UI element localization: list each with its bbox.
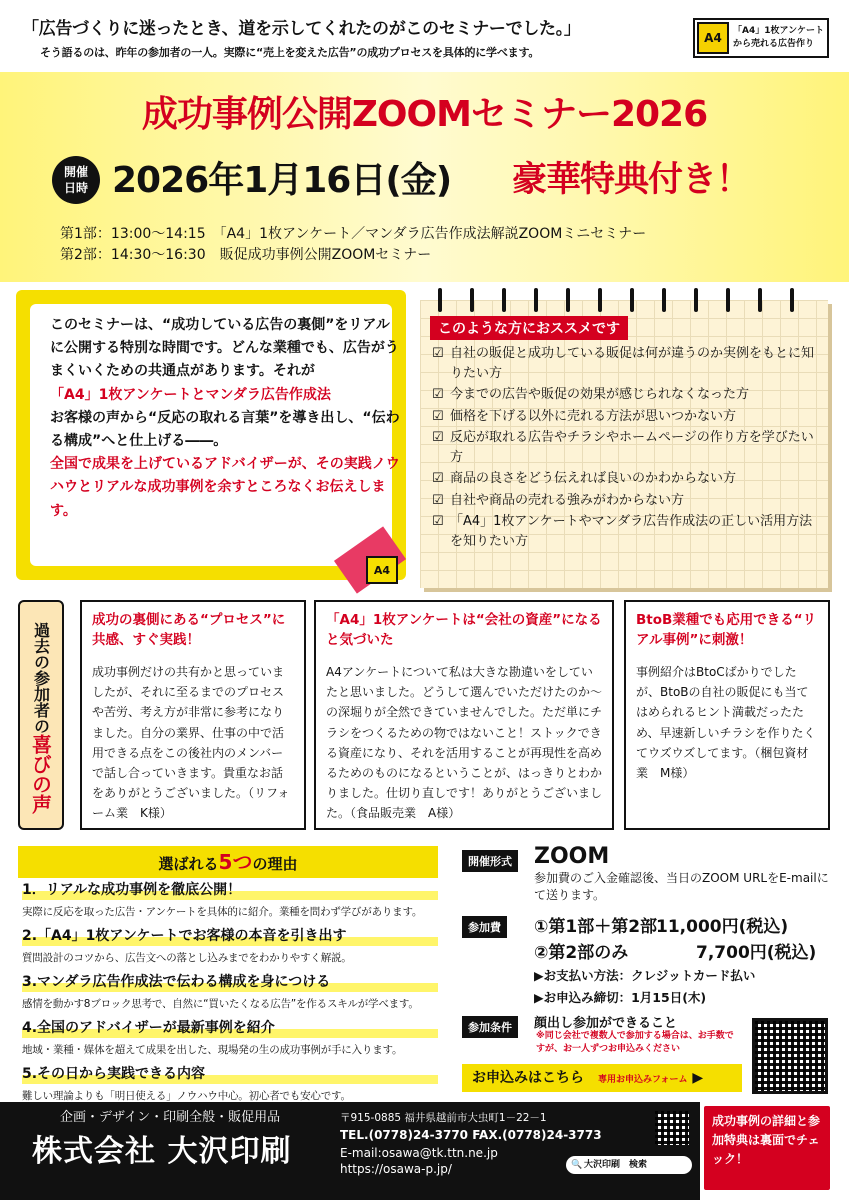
schedule bbox=[60, 224, 646, 266]
voice-heading: 成功の裏側にある“プロセス”に共感、すぐ実践！ bbox=[92, 612, 286, 648]
apply-sub: 専用お申込みフォーム bbox=[598, 1075, 688, 1085]
search-button[interactable]: 検索 bbox=[629, 1160, 648, 1170]
fee1-price: 11,000円(税込) bbox=[656, 917, 789, 937]
recommend-item: ☑ 反応が取れる広告やチラシやホームページの作り方を学びたい方 bbox=[432, 428, 824, 467]
recommend-item: ☑ 自社の販促と成功している販促は何が違うのか実例をもとに知りたい方 bbox=[432, 344, 824, 383]
apply-label: お申込みはこちら bbox=[472, 1070, 584, 1086]
voice-heading: 「A4」1枚アンケートは“会社の資産”になると気づいた bbox=[326, 612, 602, 648]
format-value: ZOOM bbox=[534, 844, 610, 869]
company-url[interactable]: https://osawa-p.jp/ bbox=[340, 1162, 452, 1176]
header-quote: 「広告づくりに迷ったとき、道を示してくれたのがこのセミナーでした。」 bbox=[22, 19, 581, 39]
apply-button[interactable]: お申込みはこちら 専用お申込みフォーム ▶ bbox=[462, 1064, 742, 1092]
voices-tag-big: 喜びの声 bbox=[28, 734, 53, 814]
description-text bbox=[50, 314, 400, 523]
ring-icon bbox=[726, 288, 730, 312]
condition-note: ※同じ会社で複数人で参加する場合は、お手数ですが、お一人ずつお申込みください bbox=[536, 1031, 734, 1054]
ring-icon bbox=[758, 288, 762, 312]
reasons-heading: 選ばれる5つの理由 bbox=[18, 846, 438, 878]
footer-tagline: 企画・デザイン・印刷全般・販促用品 bbox=[60, 1110, 281, 1125]
recommend-item: ☑ 「A4」1枚アンケートやマンダラ広告作成法の正しい活用方法を知りたい方 bbox=[432, 512, 824, 551]
header-intro: そう語るのは、昨年の参加者の一人。実際に“売上を変えた広告”の成功プロセスを具体的に学べます。 bbox=[40, 46, 540, 59]
ring-icon bbox=[598, 288, 602, 312]
voices-tag bbox=[18, 600, 64, 830]
search-icon: 🔍 bbox=[571, 1160, 583, 1170]
company-name: 株式会社 大沢印刷 bbox=[32, 1134, 292, 1169]
ring-icon bbox=[502, 288, 506, 312]
ring-icon bbox=[566, 288, 570, 312]
voice-body: 事例紹介はBtoCばかりでしたが、BtoBの自社の販促にも当てはめられるヒント満載だったため、早速新しいチラシを作りたくてウズウズしてます。（梱包資材業 M様） bbox=[636, 665, 816, 781]
recommend-list bbox=[432, 344, 824, 553]
recommend-item: ☑ 価格を下げる以外に売れる方法が思いつかない方 bbox=[432, 407, 824, 427]
ring-icon bbox=[662, 288, 666, 312]
search-text: 大沢印刷 bbox=[584, 1160, 621, 1170]
voice-card bbox=[80, 600, 306, 830]
session-2: 第2部：14:30～16:30 販促成功事例公開ZOOMセミナー bbox=[60, 247, 432, 263]
brand-logo bbox=[693, 18, 829, 58]
fee2-price: 7,700円(税込) bbox=[696, 943, 817, 963]
condition: 顔出し参加ができること bbox=[534, 1016, 678, 1031]
reason-title: 4.全国のアドバイザーが最新事例を紹介 bbox=[22, 1018, 438, 1038]
logo-line2: から売れる広告作り bbox=[733, 39, 815, 49]
voice-body: 成功事例だけの共有かと思っていましたが、それに至るまでのプロセスや苦労、考え方が非常に参考になりました。自分の業界、仕事の中で活用できる点をこの後社内のメンバーで話し合っていきます。貴重なお話をありがとうございました。（リフォーム業 K様） bbox=[92, 665, 290, 821]
reason-title: 3.マンダラ広告作成法で伝わる構成を身につける bbox=[22, 972, 438, 992]
reason-title: 2.「A4」1枚アンケートでお客様の本音を引き出す bbox=[22, 926, 438, 946]
format-tag: 開催形式 bbox=[462, 850, 518, 872]
reason-desc: 質問設計のコツから、広告文への落とし込みまでをわかりやすく解説。 bbox=[22, 952, 352, 964]
reason-title: 5.その日から実践できる内容 bbox=[22, 1064, 438, 1084]
bonus-label: 豪華特典付き！ bbox=[512, 160, 751, 200]
voice-body: A4アンケートについて私は大きな勘違いをしていたと思いました。どうして選んでいただけたのか～の深堀りが全然できていませんでした。ただ単にチラシをつくるための物ではないこと！ストックできる資産になり、それを活用することが再現性を高めるためのものになるということが、はっきりとわかりました。仕切り直しです！ありがとうございました。（食品販売業 A様） bbox=[326, 665, 603, 821]
company-email[interactable]: E-mail:osawa@tk.ttn.ne.jp bbox=[340, 1146, 498, 1160]
recommend-item: ☑ 今までの広告や販促の効果が感じられなくなった方 bbox=[432, 385, 824, 405]
a4-small-icon: A4 bbox=[366, 556, 398, 584]
company-address: 〒915-0885 福井県越前市大虫町1－22－1 bbox=[340, 1112, 547, 1124]
fee-tag: 参加費 bbox=[462, 916, 507, 938]
ring-icon bbox=[438, 288, 442, 312]
a4-logo-icon: A4 bbox=[697, 22, 729, 54]
qr-code-icon[interactable] bbox=[752, 1018, 828, 1094]
format-desc: 参加費のご入金確認後、当日のZOOM URLをE-mailにて送ります。 bbox=[534, 871, 829, 902]
recommend-item: ☑ 商品の良さをどう伝えれば良いのかわからない方 bbox=[432, 469, 824, 489]
event-title: 成功事例公開ZOOMセミナー2026 bbox=[141, 94, 708, 135]
reason-title: 1．リアルな成功事例を徹底公開！ bbox=[22, 880, 438, 900]
reason-desc: 難しい理論よりも「明日使える」ノウハウ中心。初心者でも安心です。 bbox=[22, 1090, 351, 1102]
session-1: 第1部：13:00～14:15 「A4」1枚アンケート／マンダラ広告作成法解説ZOOMミニセミナー bbox=[60, 226, 647, 242]
search-box[interactable] bbox=[566, 1156, 692, 1174]
reason-desc: 実際に反応を取った広告・アンケートを具体的に紹介。業種を問わず学びがあります。 bbox=[22, 906, 423, 918]
ring-icon bbox=[790, 288, 794, 312]
deadline: ▶お申込み締切：1月15日(木) bbox=[534, 990, 707, 1005]
ring-icon bbox=[534, 288, 538, 312]
desc-p2: お客様の声から“反応の取れる言葉”を導き出し、“伝わる構成”へと仕上げる――。 bbox=[50, 409, 400, 450]
voices-tag-top: 過去の参加者の bbox=[31, 622, 51, 734]
reason-desc: 感情を動かす8ブロック思考で、自然に“買いたくなる広告”を作るスキルが学べます。 bbox=[22, 998, 419, 1010]
ring-icon bbox=[470, 288, 474, 312]
reasons-list bbox=[22, 880, 438, 1110]
voice-card bbox=[314, 600, 614, 830]
voice-card bbox=[624, 600, 830, 830]
desc-p3: 全国で成果を上げているアドバイザーが、その実践ノウハウとリアルな成功事例を余すところなくお伝えします。 bbox=[50, 456, 400, 519]
voice-heading: BtoB業種でも応用できる“リアル事例”に刺激！ bbox=[636, 612, 817, 648]
date-badge: 開催日時 bbox=[52, 156, 100, 204]
payment-method: ▶お支払い方法：クレジットカード払い bbox=[534, 968, 756, 983]
desc-highlight: 「A4」1枚アンケートとマンダラ広告作成法 bbox=[50, 386, 331, 403]
condition-tag: 参加条件 bbox=[462, 1016, 518, 1038]
fee2-label: ②第2部のみ bbox=[534, 943, 629, 963]
ring-icon bbox=[630, 288, 634, 312]
reason-desc: 地域・業種・媒体を超えて成果を出した、現場発の生の成功事例が手に入ります。 bbox=[22, 1044, 403, 1056]
event-date: 2026年1月16日(金) bbox=[112, 160, 452, 201]
footer-qr-icon[interactable] bbox=[652, 1108, 692, 1148]
recommend-title: このような方におススメです bbox=[430, 316, 628, 340]
recommend-item: ☑ 自社や商品の売れる強みがわからない方 bbox=[432, 491, 824, 511]
company-tel: TEL.(0778)24-3770 FAX.(0778)24-3773 bbox=[340, 1128, 602, 1142]
fee1-label: ①第1部＋第2部 bbox=[534, 917, 658, 937]
desc-p1: このセミナーは、“成功している広告の裏側”をリアルに公開する特別な時間です。どんな業種でも、広告がうまくいくための共通点があります。それが bbox=[50, 317, 399, 380]
ring-icon bbox=[694, 288, 698, 312]
logo-line1: 「A4」1枚アンケート bbox=[733, 26, 824, 36]
backside-promo: 成功事例の詳細と参加特典は裏面でチェック！ bbox=[704, 1106, 830, 1190]
